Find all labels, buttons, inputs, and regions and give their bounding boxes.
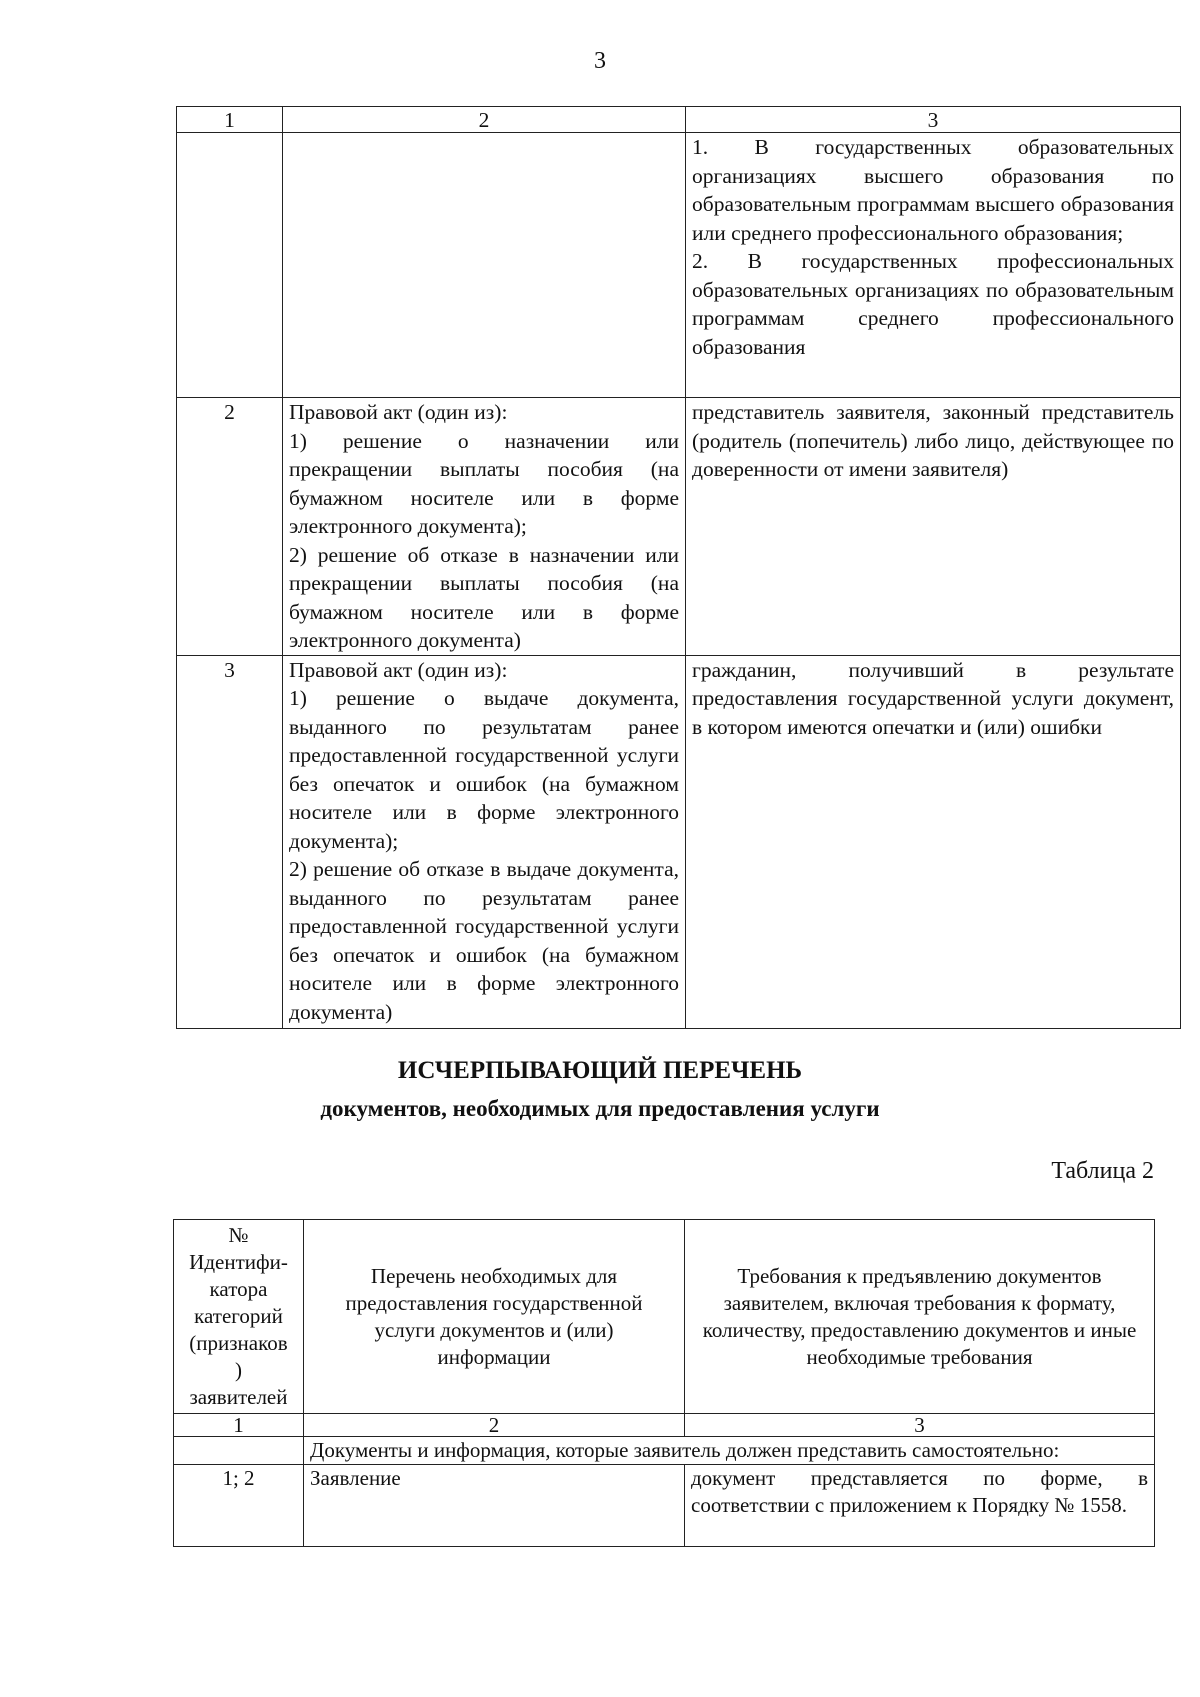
table-header-row [174, 1220, 1155, 1414]
header-cell-3: 3 [686, 107, 1181, 133]
table-row [177, 655, 1181, 1028]
paragraph: 2. В государственных профессиональных образовательных организациях по образовательным программам среднего профессионального образования [692, 249, 1174, 359]
header-line: ) [235, 1358, 242, 1382]
row-number-cell: 3 [177, 655, 283, 1028]
header-documents-list [304, 1220, 685, 1414]
header-line: № [228, 1223, 249, 1247]
document-cell [283, 133, 686, 398]
table-row [177, 133, 1181, 398]
row-number-cell [177, 133, 283, 398]
section-subtitle: документов, необходимых для предоставления услуги [320, 1096, 880, 1121]
header-applicant-category-id [174, 1220, 304, 1414]
documents-table-continuation [176, 106, 1181, 1029]
applicant-cell [686, 655, 1181, 1028]
table-row [174, 1465, 1155, 1547]
header-line: заявителей [189, 1385, 288, 1409]
paragraph: Правовой акт (один из): [289, 657, 508, 682]
applicant-cell [686, 133, 1181, 398]
header-line: категорий [194, 1304, 283, 1328]
document-cell [283, 655, 686, 1028]
header-cell-2: 2 [283, 107, 686, 133]
document-requirements: документ представляется по форме, в соответствии с приложением к Порядку № 1558. [685, 1465, 1155, 1547]
applicant-cell [686, 398, 1181, 656]
column-number-cell: 2 [304, 1414, 685, 1437]
applicant-category-ids: 1; 2 [174, 1465, 304, 1547]
header-line: Идентифи- [189, 1250, 288, 1274]
header-cell-1: 1 [177, 107, 283, 133]
paragraph: гражданин, получивший в результате предоставления государственной услуги документ, в котором имеются опечатки и (или) ошибки [692, 657, 1174, 739]
header-requirements [685, 1220, 1155, 1414]
required-documents-table [173, 1219, 1155, 1547]
paragraph: 2) решение об отказе в выдаче документа, выданного по результатам ранее предоставленной государственной услуги без опечаток и ошибок (на бумажном носителе или в форме электронного документа) [289, 857, 679, 1024]
empty-cell [174, 1437, 304, 1465]
header-line: катора [209, 1277, 268, 1301]
paragraph: 1) решение о выдаче документа, выданного по результатам ранее предоставленной государственной услуги без опечаток и ошибок (на бумажном носителе или в форме электронного документа); [289, 686, 679, 853]
section-title: ИСЧЕРПЫВАЮЩИЙ ПЕРЕЧЕНЬ [397, 1057, 803, 1084]
paragraph: 1) решение о назначении или прекращении выплаты пособия (на бумажном носителе или в форме электронного документа); [289, 428, 679, 538]
paragraph: представитель заявителя, законный представитель (родитель (попечитель) либо лицо, действующее по доверенности от имени заявителя) [692, 400, 1174, 481]
header-text: Перечень необходимых для предоставления государственной услуги документов и (или) информации [345, 1263, 643, 1369]
page-number: 3 [594, 48, 606, 74]
column-number-cell: 3 [685, 1414, 1155, 1437]
table-header-row [177, 107, 1181, 133]
column-number-cell: 1 [174, 1414, 304, 1437]
section-row [174, 1437, 1155, 1465]
table-label: Таблица 2 [1051, 1158, 1154, 1184]
header-text: Требования к предъявлению документов заявителем, включая требования к формату, количеству, предоставлению документов и иные необходимые требования [702, 1263, 1137, 1369]
column-number-row [174, 1414, 1155, 1437]
paragraph: Правовой акт (один из): [289, 400, 508, 424]
paragraph: 2) решение об отказе в назначении или прекращении выплаты пособия (на бумажном носителе или в форме электронного документа) [289, 542, 679, 652]
document-cell [283, 398, 686, 656]
document-name: Заявление [304, 1465, 685, 1547]
paragraph: 1. В государственных образовательных организациях высшего образования по образовательным программам высшего образования или среднего профессионального образования; [692, 135, 1174, 245]
section-row-text: Документы и информация, которые заявитель должен представить самостоятельно: [304, 1437, 1155, 1465]
row-number-cell: 2 [177, 398, 283, 656]
table-row [177, 398, 1181, 656]
header-line: (признаков [189, 1331, 288, 1355]
